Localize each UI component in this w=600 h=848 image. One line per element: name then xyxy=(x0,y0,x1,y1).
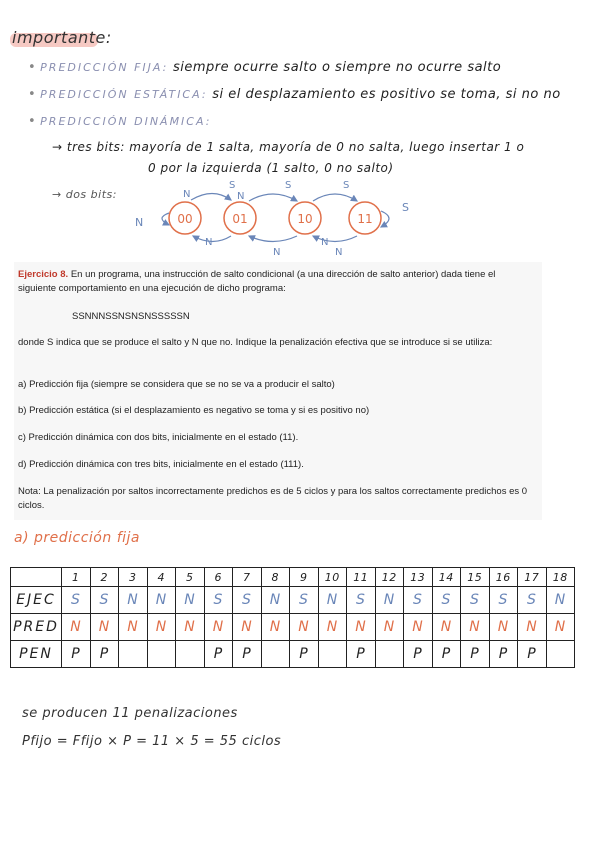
pred-cell-15: N xyxy=(461,614,490,641)
col-header-11: 11 xyxy=(347,568,376,587)
dinamica-label: PREDICCIÓN DINÁMICA: xyxy=(40,115,212,128)
label-top-2: N xyxy=(237,191,245,202)
ejec-row xyxy=(11,587,575,614)
estatica-text: si el desplazamiento es positivo se toma, si no no xyxy=(212,87,561,102)
col-header-14: 14 xyxy=(432,568,461,587)
ejec-cell-5: N xyxy=(176,587,205,614)
arrow-00-01 xyxy=(191,194,231,201)
note-tres-bits xyxy=(52,140,524,154)
pred-cell-4: N xyxy=(147,614,176,641)
ejec-cell-14: S xyxy=(432,587,461,614)
pred-cell-7: N xyxy=(233,614,262,641)
summary-formula: Pfijo = Ffijo × P = 11 × 5 = 55 ciclos xyxy=(22,734,282,749)
note-dinamica: • PREDICCIÓN DINÁMICA: xyxy=(28,114,212,129)
col-header-17: 17 xyxy=(518,568,547,587)
pen-cell-16: P xyxy=(489,641,518,668)
pen-cell-3 xyxy=(119,641,148,668)
two-bit-state-diagram xyxy=(125,175,425,260)
pred-cell-14: N xyxy=(432,614,461,641)
ejec-cell-6: S xyxy=(204,587,233,614)
exercise-label: Ejercicio 8. xyxy=(18,269,69,280)
pen-cell-1: P xyxy=(62,641,91,668)
exercise-option-d: d) Predicción dinámica con tres bits, inicialmente en el estado (111). xyxy=(18,459,304,470)
exercise-note: Nota: La penalización por saltos incorrectamente predichos es de 5 ciclos y para los saltos correctamente predichos es 0 ciclos. xyxy=(18,486,528,511)
state-label-10: 10 xyxy=(297,212,313,226)
pred-cell-9: N xyxy=(290,614,319,641)
col-header-16: 16 xyxy=(489,568,518,587)
label-top-1: S xyxy=(229,180,236,191)
exercise-option-c: c) Predicción dinámica con dos bits, inicialmente en el estado (11). xyxy=(18,432,299,443)
col-header-6: 6 xyxy=(204,568,233,587)
exercise-intro-text: En un programa, una instrucción de salto condicional (a una dirección de salto anterior) dada tiene el siguiente comportamiento en una ejecución de dicho programa: xyxy=(18,269,496,294)
notes-title: importante: xyxy=(12,28,112,47)
ejec-cell-10: N xyxy=(318,587,347,614)
col-header-2: 2 xyxy=(90,568,119,587)
pen-row xyxy=(11,641,575,668)
ejec-cell-15: S xyxy=(461,587,490,614)
ejec-cell-16: S xyxy=(489,587,518,614)
ejec-cell-12: N xyxy=(375,587,404,614)
corner-cell xyxy=(11,568,62,587)
label-bottom-2: N xyxy=(321,237,329,248)
pen-cell-10 xyxy=(318,641,347,668)
pen-cell-4 xyxy=(147,641,176,668)
pen-cell-5 xyxy=(176,641,205,668)
row-label-pen: PEN xyxy=(11,641,62,668)
pen-cell-11: P xyxy=(347,641,376,668)
pen-cell-12 xyxy=(375,641,404,668)
col-header-18: 18 xyxy=(546,568,575,587)
row-label-pred: PRED xyxy=(11,614,62,641)
exercise-option-a: a) Predicción fija (siempre se considera que se no se va a producir el salto) xyxy=(18,379,335,390)
state-label-00: 00 xyxy=(177,212,193,226)
solution-subtitle: a) predicción fija xyxy=(14,530,140,546)
ejec-cell-8: N xyxy=(261,587,290,614)
pred-cell-8: N xyxy=(261,614,290,641)
pred-cell-1: N xyxy=(62,614,91,641)
col-header-3: 3 xyxy=(119,568,148,587)
pred-cell-13: N xyxy=(404,614,433,641)
label-top-4: S xyxy=(343,180,350,191)
pred-cell-3: N xyxy=(119,614,148,641)
col-header-13: 13 xyxy=(404,568,433,587)
label-bottom-3: N xyxy=(335,247,343,258)
col-header-10: 10 xyxy=(318,568,347,587)
pen-cell-2: P xyxy=(90,641,119,668)
header-row xyxy=(11,568,575,587)
exercise-where: donde S indica que se produce el salto y N que no. Indique la penalización efectiva que se introduce si se utiliza: xyxy=(18,337,493,348)
loop-00 xyxy=(162,213,169,225)
exercise-intro xyxy=(18,268,536,296)
ejec-cell-18: N xyxy=(546,587,575,614)
ejec-cell-11: S xyxy=(347,587,376,614)
label-top-0: N xyxy=(183,189,191,200)
pred-cell-11: N xyxy=(347,614,376,641)
pen-cell-15: P xyxy=(461,641,490,668)
state-label-01: 01 xyxy=(232,212,248,226)
fija-label: PREDICCIÓN FIJA: xyxy=(40,61,169,74)
state-label-11: 11 xyxy=(357,212,373,226)
col-header-9: 9 xyxy=(290,568,319,587)
col-header-5: 5 xyxy=(176,568,205,587)
ejec-cell-7: S xyxy=(233,587,262,614)
arrow-01-10 xyxy=(249,194,297,201)
ejec-cell-9: S xyxy=(290,587,319,614)
pen-cell-9: P xyxy=(290,641,319,668)
ejec-cell-2: S xyxy=(90,587,119,614)
ejec-cell-3: N xyxy=(119,587,148,614)
ejec-cell-13: S xyxy=(404,587,433,614)
tres-bits-label: → tres bits: xyxy=(52,140,125,154)
tres-bits-text2: 0 por la izquierda (1 salto, 0 no salto) xyxy=(148,161,394,175)
ejec-cell-1: S xyxy=(62,587,91,614)
prediction-table xyxy=(10,567,575,668)
note-fija: • PREDICCIÓN FIJA: siempre ocurre salto o siempre no ocurre salto xyxy=(28,60,502,75)
pred-row xyxy=(11,614,575,641)
estatica-label: PREDICCIÓN ESTÁTICA: xyxy=(40,88,208,101)
col-header-1: 1 xyxy=(62,568,91,587)
note-estatica: • PREDICCIÓN ESTÁTICA: si el desplazamiento es positivo se toma, si no no xyxy=(28,87,561,102)
exercise-option-b: b) Predicción estática (si el desplazamiento es negativo se toma y si es positivo no) xyxy=(18,405,370,416)
pen-cell-13: P xyxy=(404,641,433,668)
pred-cell-10: N xyxy=(318,614,347,641)
arrow-10-01 xyxy=(249,236,297,242)
pen-cell-7: P xyxy=(233,641,262,668)
summary-penalties: se producen 11 penalizaciones xyxy=(22,706,238,721)
pred-cell-16: N xyxy=(489,614,518,641)
pred-cell-6: N xyxy=(204,614,233,641)
ejec-cell-17: S xyxy=(518,587,547,614)
label-loop-right: S xyxy=(402,201,409,214)
loop-11 xyxy=(381,211,389,227)
label-bottom-0: N xyxy=(205,237,213,248)
pen-cell-17: P xyxy=(518,641,547,668)
pen-cell-18 xyxy=(546,641,575,668)
arrow-10-11 xyxy=(313,194,357,201)
label-bottom-1: N xyxy=(273,247,281,258)
arrow-11-10 xyxy=(313,236,357,242)
pen-cell-14: P xyxy=(432,641,461,668)
exercise-box xyxy=(14,262,542,520)
col-header-4: 4 xyxy=(147,568,176,587)
pen-cell-6: P xyxy=(204,641,233,668)
fija-text: siempre ocurre salto o siempre no ocurre salto xyxy=(173,60,502,75)
col-header-7: 7 xyxy=(233,568,262,587)
exercise-sequence: SSNNNSSNSNSNSSSSSN xyxy=(72,311,190,322)
col-header-12: 12 xyxy=(375,568,404,587)
dos-bits-label: → dos bits: xyxy=(52,188,117,201)
pred-cell-18: N xyxy=(546,614,575,641)
pred-cell-12: N xyxy=(375,614,404,641)
pred-cell-17: N xyxy=(518,614,547,641)
pred-cell-2: N xyxy=(90,614,119,641)
ejec-cell-4: N xyxy=(147,587,176,614)
row-label-ejec: EJEC xyxy=(11,587,62,614)
col-header-15: 15 xyxy=(461,568,490,587)
col-header-8: 8 xyxy=(261,568,290,587)
pred-cell-5: N xyxy=(176,614,205,641)
tres-bits-text1: mayoría de 1 salta, mayoría de 0 no salta, luego insertar 1 o xyxy=(129,140,525,154)
label-loop-left: N xyxy=(135,216,144,229)
label-top-3: S xyxy=(285,180,292,191)
pen-cell-8 xyxy=(261,641,290,668)
